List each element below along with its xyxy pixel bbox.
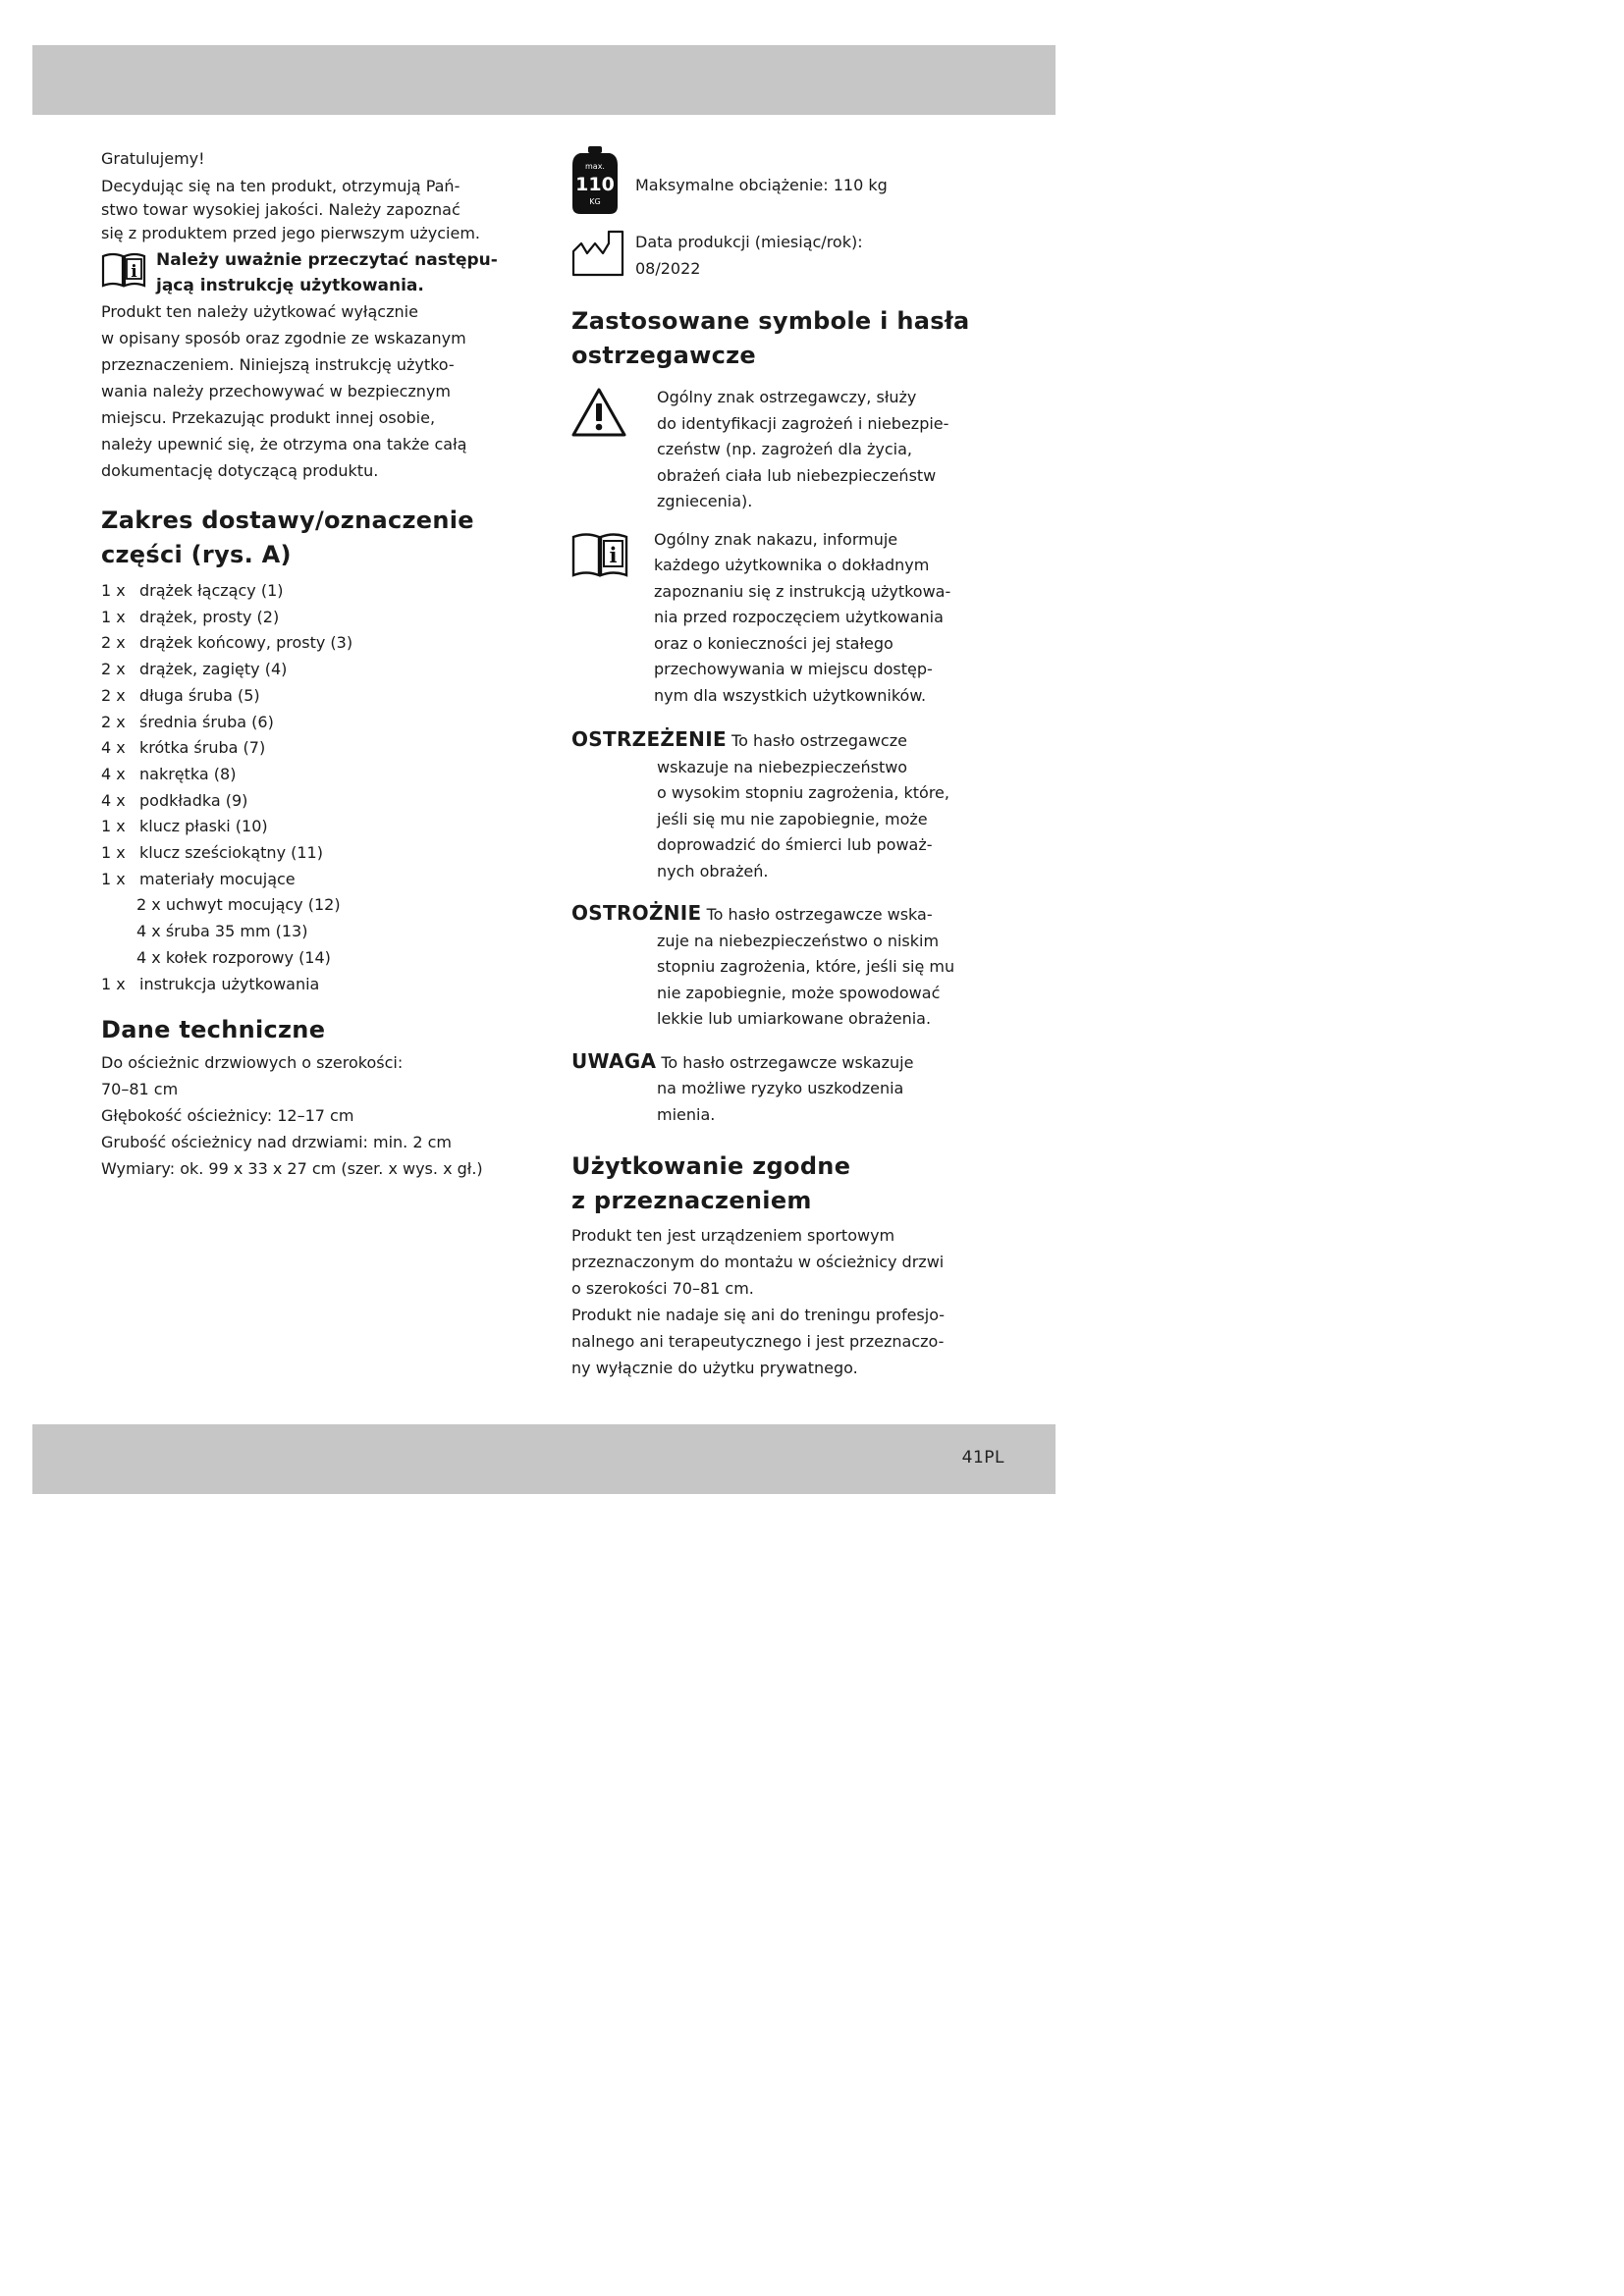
header-bar: [32, 45, 1056, 115]
left-column: [101, 147, 533, 1182]
production-text: [571, 230, 1003, 282]
list-item: 4 x podkładka (9): [101, 790, 248, 810]
production-line: Data produkcji (miesiąc/rok):: [635, 233, 863, 251]
note-line: należy upewnić się, że otrzyma ona także całą: [101, 435, 467, 454]
list-item: 2 x długa śruba (5): [101, 685, 260, 705]
note-bold-line: Należy uważnie przeczytać następu-: [156, 250, 498, 270]
note-body: [101, 298, 533, 484]
list-item: 2 x drążek, zagięty (4): [101, 660, 288, 679]
symbols-heading-line: Zastosowane symbole i hasła: [571, 307, 970, 335]
tech-line: 70–81 cm: [101, 1080, 179, 1099]
info-symbol-text: Ogólny znak nakazu, informuje każdego użytkownika o dokładnym zapoznaniu się z instrukcją użytkowa- nia przed rozpoczęciem użytkowania oraz o konieczności jej stałego przechowywania w miejscu dostęp- nym dla wszystkich użytkowników.: [654, 529, 951, 705]
info-symbol-row: [571, 527, 1003, 710]
warning-symbol-row: [571, 385, 1003, 515]
list-item: 1 x drążek, prosty (2): [101, 607, 280, 626]
note-line: wania należy przechowywać w bezpiecznym: [101, 382, 451, 400]
tech-line: Głębokość ościeżnicy: 12–17 cm: [101, 1106, 354, 1126]
intro-line: Decydując się na ten produkt, otrzymują Pań-: [101, 177, 460, 195]
list-sub-item: 2 x uchwyt mocujący (12): [136, 895, 341, 915]
signal-word-warning: OSTRZEŻENIE To hasło ostrzegawcze wskazuje na niebezpieczeństwo o wysokim stopniu zagrożenia, które, jeśli się mu nie zapobiegnie, może doprowadzić do śmierci lub poważ- nych obrażeń.: [571, 727, 949, 881]
tech-data: [101, 1049, 533, 1182]
list-item: 1 x klucz płaski (10): [101, 817, 268, 836]
list-sub-item: 4 x śruba 35 mm (13): [136, 922, 308, 941]
note-line: miejscu. Przekazując produkt innej osobie,: [101, 408, 436, 427]
intro-text: [101, 147, 533, 245]
signal-word-notice: UWAGA To hasło ostrzegawcze wskazuje na możliwe ryzyko uszkodzenia mienia.: [571, 1048, 914, 1124]
intro-line: się z produktem przed jego pierwszym użyciem.: [101, 224, 481, 242]
read-instructions-note: [101, 247, 533, 298]
max-load-text: Maksymalne obciążenie: 110 kg: [635, 176, 888, 194]
scope-list: [101, 578, 533, 997]
note-line: przeznaczeniem. Niniejszą instrukcję użytko-: [101, 355, 455, 374]
book-info-icon: [571, 531, 628, 582]
intended-use-body: Produkt ten jest urządzeniem sportowym przeznaczonym do montażu w ościeżnicy drzwi o szerokości 70–81 cm. Produkt nie nadaje się ani do treningu profesjo- nalnego ani terapeutycznego i jest przeznaczo- ny wyłącznie do użytku prywatnego.: [571, 1226, 946, 1377]
warning-symbol-text: Ogólny znak ostrzegawczy, służy do identyfikacji zagrożeń i niebezpie- czeństw (np. zagrożeń dla życia, obrażeń ciała lub niebezpieczeństw zgniecenia).: [657, 388, 949, 510]
svg-text:i: i: [609, 542, 618, 567]
weight-icon: [571, 145, 619, 220]
note-line: dokumentację dotyczącą produktu.: [101, 461, 379, 480]
list-sub-item: 4 x kołek rozporowy (14): [136, 947, 331, 967]
intended-use-heading: [571, 1149, 1003, 1218]
signal-word-caution: OSTROŻNIE To hasło ostrzegawcze wska- zuje na niebezpieczeństwo o niskim stopniu zagrożenia, które, jeśli się mu nie zapobiegnie, może spowodować lekkie lub umiarkowane obrażenia.: [571, 901, 955, 1028]
scope-heading-line: Zakres dostawy/oznaczenie: [101, 507, 474, 534]
right-column: [571, 145, 1003, 1381]
intended-heading-line: z przeznaczeniem: [571, 1187, 812, 1214]
production-line: 08/2022: [635, 258, 701, 278]
symbols-heading: [571, 304, 1003, 373]
intended-heading-line: Użytkowanie zgodne: [571, 1152, 851, 1180]
list-item: 2 x średnia śruba (6): [101, 712, 274, 731]
list-item: 4 x nakrętka (8): [101, 764, 237, 783]
weight-icon-top: max.: [585, 162, 605, 171]
signal-keyword: OSTRZEŻENIE: [571, 727, 727, 751]
tech-line: Wymiary: ok. 99 x 33 x 27 cm (szer. x wys. x gł.): [101, 1159, 483, 1179]
list-item: 1 x klucz sześciokątny (11): [101, 843, 323, 863]
list-item: 1 x instrukcja użytkowania: [101, 974, 320, 993]
manufacture-date-icon: [571, 230, 624, 281]
list-item: 4 x krótka śruba (7): [101, 738, 266, 758]
tech-heading: Dane techniczne: [101, 1016, 326, 1044]
weight-icon-unit: KG: [589, 197, 601, 206]
weight-icon-value: 110: [575, 174, 615, 195]
book-info-icon: [101, 251, 146, 293]
tech-line: Grubość ościeżnicy nad drzwiami: min. 2 cm: [101, 1133, 452, 1152]
note-line: Produkt ten należy użytkować wyłącznie: [101, 302, 418, 321]
list-item: 1 x drążek łączący (1): [101, 581, 284, 600]
list-item: 2 x drążek końcowy, prosty (3): [101, 633, 353, 653]
intro-line: Gratulujemy!: [101, 149, 205, 168]
warning-triangle-icon: [571, 387, 626, 442]
page-number: 41PL: [961, 1448, 1004, 1468]
tech-line: Do ościeżnic drzwiowych o szerokości:: [101, 1053, 404, 1073]
footer-bar: [32, 1424, 1056, 1494]
production-row: [571, 230, 1003, 291]
scope-heading: [101, 504, 533, 572]
intro-line: stwo towar wysokiej jakości. Należy zapoznać: [101, 200, 460, 219]
scope-heading-line: części (rys. A): [101, 541, 292, 568]
list-item: 1 x materiały mocujące: [101, 869, 296, 888]
symbols-heading-line: ostrzegawcze: [571, 342, 756, 369]
signal-keyword: UWAGA: [571, 1048, 657, 1073]
signal-keyword: OSTROŻNIE: [571, 901, 702, 925]
note-bold-line: jącą instrukcję użytkowania.: [156, 276, 424, 295]
note-line: w opisany sposób oraz zgodnie ze wskazanym: [101, 329, 466, 347]
max-load-row: [571, 145, 1003, 220]
svg-text:i: i: [131, 262, 137, 282]
